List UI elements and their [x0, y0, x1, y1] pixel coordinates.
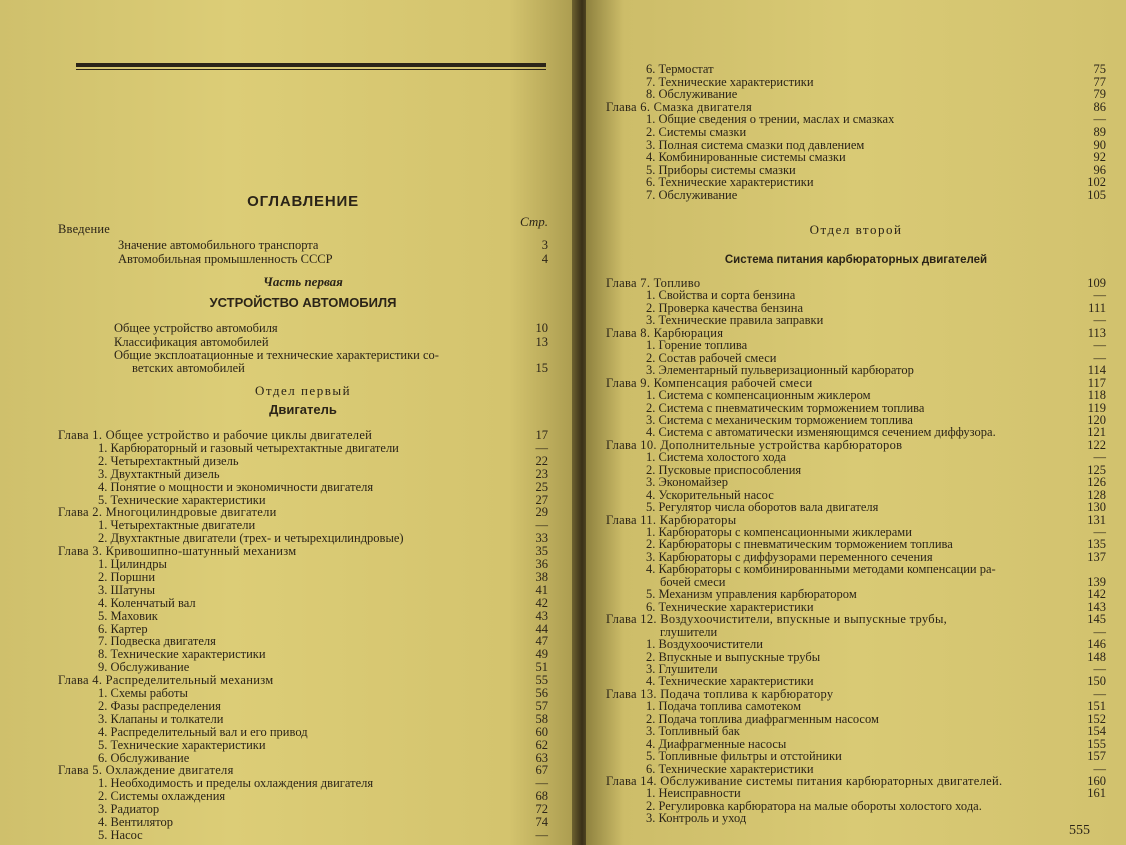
toc-entry: Общее устройство автомобиля 10 — [114, 321, 548, 335]
toc-entry: 3. Клапаны и толкатели 58 — [98, 711, 548, 726]
toc-chapter: Глава 6. Смазка двигателя 86 — [606, 99, 1106, 114]
toc-entry: 3. Карбюраторы с диффузорами переменного сечения 137 — [646, 549, 1106, 564]
toc-entry: 6. Картер 44 — [98, 621, 548, 636]
toc-entry: ветских автомобилей 15 — [132, 361, 548, 375]
toc-entry: 2. Поршни 38 — [98, 569, 548, 584]
toc-entry: 4. Коленчатый вал 42 — [98, 595, 548, 610]
toc-entry: 2. Четырехтактный дизель 22 — [98, 453, 548, 468]
toc-entry: 3. Двухтактный дизель 23 — [98, 466, 548, 481]
toc-entry: Значение автомобильного транспорта 3 — [118, 238, 548, 252]
toc-entry: 4. Система с автоматически изменяющимся сечением диффузора. 121 — [646, 425, 1106, 440]
section-title: Двигатель — [269, 402, 337, 417]
toc-entry: 5. Технические характеристики 62 — [98, 737, 548, 752]
toc-chapter: Глава 1. Общее устройство и рабочие циклы двигателей 17 — [58, 428, 548, 442]
toc-entry: Автомобильная промышленность СССР 4 — [118, 252, 548, 266]
right-page — [586, 0, 1126, 845]
toc-entry: 6. Технические характеристики 143 — [646, 599, 1106, 614]
toc-entry: 3. Элементарный пульверизационный карбюратор 114 — [646, 363, 1106, 378]
toc-entry: 2. Впускные и выпускные трубы 148 — [646, 649, 1106, 664]
toc-entry: 8. Технические характеристики 49 — [98, 647, 548, 662]
toc-entry: 6. Обслуживание 63 — [98, 750, 548, 765]
toc-entry: 3. Технические правила заправки — — [646, 313, 1106, 328]
part-label: Часть первая — [263, 274, 343, 289]
toc-entry: 3. Система с механическим торможением топлива 120 — [646, 412, 1106, 427]
toc-entry: 3. Полная система смазки под давлением 90 — [646, 137, 1106, 152]
toc-chapter: Глава 11. Карбюраторы 131 — [606, 512, 1106, 527]
toc-entry: 6. Технические характеристики 102 — [646, 175, 1106, 190]
toc-entry: 2. Системы смазки 89 — [646, 125, 1106, 139]
toc-entry: 1. Воздухоочистители 146 — [646, 637, 1106, 652]
toc-chapter: Глава 10. Дополнительные устройства карбюраторов 122 — [606, 437, 1106, 452]
toc-chapter: Глава 2. Многоцилиндровые двигатели 29 — [58, 505, 548, 520]
toc-entry: 1. Карбюраторы с компенсационными жиклерами — — [646, 525, 1106, 539]
toc-entry: 2. Регулировка карбюратора на малые обороты холостого хода. — [646, 798, 982, 813]
toc-entry: Классификация автомобилей 13 — [114, 335, 548, 349]
toc-entry: 1. Карбюраторный и газовый четырехтактные двигатели — — [98, 440, 548, 455]
toc-entry: 1. Горение топлива — — [646, 338, 1106, 353]
page-number: 555 — [1069, 823, 1090, 838]
toc-entry: 4. Вентилятор 74 — [98, 815, 548, 829]
toc-entry: 2. Карбюраторы с пневматическим торможением топлива 135 — [646, 537, 1106, 552]
toc-entry: 2. Проверка качества бензина 111 — [646, 300, 1106, 315]
toc-entry: 9. Обслуживание 51 — [98, 660, 548, 675]
toc-entry: 1. Необходимость и пределы охлаждения двигателя — — [98, 776, 548, 791]
toc-heading: ОГЛАВЛЕНИЕ — [247, 193, 359, 210]
toc-entry: 2. Фазы распределения 57 — [98, 698, 548, 713]
toc-entry: 5. Насос — — [98, 827, 548, 842]
toc-chapter: Глава 4. Распределительный механизм 55 — [58, 673, 548, 688]
toc-entry: 4. Диафрагменные насосы 155 — [646, 736, 1106, 751]
toc-entry: 4. Понятие о мощности и экономичности двигателя 25 — [98, 479, 548, 494]
part-title: УСТРОЙСТВО АВТОМОБИЛЯ — [209, 295, 397, 310]
toc-entry: Общие эксплоатационные и технические характеристики со- — [114, 348, 439, 362]
toc-entry: 4. Технические характеристики 150 — [646, 674, 1106, 689]
toc-entry: глушители — — [660, 624, 1106, 639]
toc-entry: 2. Системы охлаждения 68 — [98, 789, 548, 804]
section-label-2: Отдел второй — [809, 222, 903, 237]
toc-chapter: Глава 8. Карбюрация 113 — [606, 325, 1106, 340]
toc-entry: 8. Обслуживание 79 — [646, 87, 1106, 102]
toc-entry: 6. Термостат 75 — [646, 62, 1106, 76]
toc-entry: 1. Неисправности 161 — [646, 786, 1106, 801]
toc-entry: 3. Шатуны 41 — [98, 582, 548, 597]
toc-chapter: Глава 7. Топливо 109 — [606, 276, 1106, 290]
toc-entry: 5. Приборы системы смазки 96 — [646, 162, 1106, 177]
toc-entry: 7. Обслуживание 105 — [646, 188, 1106, 202]
toc-entry: 2. Состав рабочей смеси — — [646, 350, 1106, 365]
toc-entry: 2. Система с пневматическим торможением топлива 119 — [646, 400, 1106, 415]
toc-chapter: Глава 5. Охлаждение двигателя 67 — [58, 763, 548, 778]
toc-entry: 4. Комбинированные системы смазки 92 — [646, 150, 1106, 165]
toc-chapter: Глава 14. Обслуживание системы питания карбюраторных двигателей. 160 — [606, 774, 1106, 788]
toc-entry: 5. Маховик 43 — [98, 608, 548, 623]
toc-entry: 6. Технические характеристики — — [646, 761, 1106, 776]
toc-entry: 3. Топливный бак 154 — [646, 724, 1106, 739]
toc-chapter: Глава 3. Кривошипно-шатунный механизм 35 — [58, 544, 548, 559]
intro-title: Введение — [58, 222, 110, 236]
toc-entry: 4. Карбюраторы с комбинированными методами компенсации ра- — [646, 562, 996, 577]
toc-entry: бочей смеси 139 — [660, 574, 1106, 589]
toc-entry: 5. Механизм управления карбюратором 142 — [646, 587, 1106, 602]
toc-chapter: Глава 13. Подача топлива к карбюратору — — [606, 686, 1106, 701]
toc-entry: 4. Распределительный вал и его привод 60 — [98, 724, 548, 739]
toc-entry: 1. Система холостого хода — — [646, 450, 1106, 465]
toc-entry: 4. Ускорительный насос 128 — [646, 487, 1106, 502]
toc-entry: 1. Общие сведения о трении, маслах и смазках — — [646, 112, 1106, 127]
toc-entry: 3. Радиатор 72 — [98, 802, 548, 817]
page-column-label: Стр. — [520, 214, 548, 229]
toc-chapter: Глава 12. Воздухоочистители, впускные и выпускные трубы, 145 — [606, 612, 1106, 627]
top-rule-thin — [76, 69, 546, 70]
toc-entry: 1. Подача топлива самотеком 151 — [646, 699, 1106, 714]
toc-entry: 7. Технические характеристики 77 — [646, 74, 1106, 89]
section-label: Отдел первый — [254, 383, 352, 398]
toc-entry: 1. Свойства и сорта бензина — — [646, 288, 1106, 303]
section-title-2: Система питания карбюраторных двигателей — [724, 254, 988, 266]
toc-entry: 1. Четырехтактные двигатели — — [98, 518, 548, 533]
toc-entry: 5. Топливные фильтры и отстойники 157 — [646, 749, 1106, 764]
toc-entry: 5. Технические характеристики 27 — [98, 492, 548, 507]
toc-entry: 2. Двухтактные двигатели (трех- и четырехцилиндровые) 33 — [98, 531, 548, 546]
toc-entry: 1. Система с компенсационным жиклером 118 — [646, 388, 1106, 403]
toc-entry: 5. Регулятор числа оборотов вала двигателя 130 — [646, 500, 1106, 515]
toc-entry: 1. Схемы работы 56 — [98, 686, 548, 700]
toc-entry: 1. Цилиндры 36 — [98, 557, 548, 571]
top-rule — [76, 63, 546, 67]
toc-entry: 7. Подвеска двигателя 47 — [98, 634, 548, 649]
toc-entry: 2. Пусковые приспособления 125 — [646, 462, 1106, 477]
toc-entry: 3. Контроль и уход — [646, 811, 747, 826]
toc-entry: 2. Подача топлива диафрагменным насосом 152 — [646, 711, 1106, 726]
toc-chapter: Глава 9. Компенсация рабочей смеси 117 — [606, 375, 1106, 390]
toc-entry: 3. Экономайзер 126 — [646, 475, 1106, 490]
toc-entry: 3. Глушители — — [646, 661, 1106, 676]
